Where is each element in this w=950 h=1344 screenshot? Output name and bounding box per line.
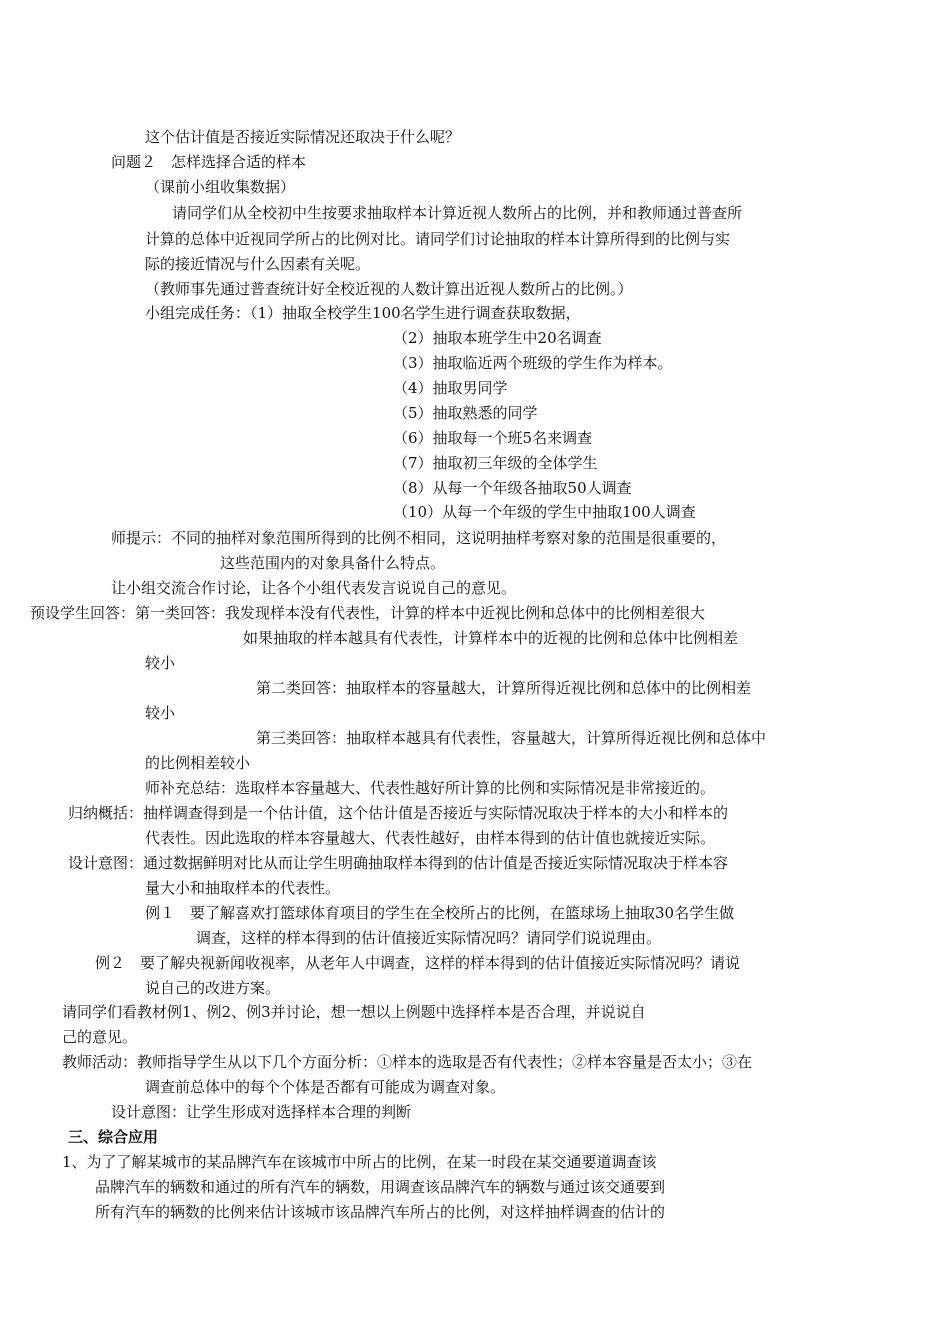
- text-line: 师补充总结：选取样本容量越大、代表性越好所计算的比例和实际情况是非常接近的。: [145, 779, 716, 797]
- exercise-line: 品牌汽车的辆数和通过的所有汽车的辆数，用调查该品牌汽车的辆数与通过该交通要到: [95, 1178, 666, 1196]
- task-item: （7）抽取初三年级的全体学生: [393, 454, 598, 472]
- question-heading: 问题２ 怎样选择合适的样本: [111, 153, 307, 171]
- text-line: 己的意见。: [62, 1028, 138, 1046]
- text-line: 调查前总体中的每个个体是否都有可能成为调查对象。: [145, 1078, 506, 1096]
- task-item: （8）从每一个年级各抽取50人调查: [393, 479, 632, 497]
- text-line: 际的接近情况与什么因素有关呢。: [145, 255, 371, 273]
- text-line: 这些范围内的对象具备什么特点。: [220, 554, 446, 572]
- text-line: （课前小组收集数据）: [145, 178, 296, 196]
- text-line: 第三类回答：抽取样本越具有代表性，容量越大，计算所得近视比例和总体中: [256, 729, 767, 747]
- exercise-line: 所有汽车的辆数的比例来估计该城市该品牌汽车所占的比例，对这样抽样调查的估计的: [95, 1203, 666, 1221]
- text-line: 设计意图：通过数据鲜明对比从而让学生明确抽取样本得到的估计值是否接近实际情况取决于样本容: [68, 854, 729, 872]
- text-line: 的比例相差较小: [145, 754, 251, 772]
- text-line: 师提示：不同的抽样对象范围所得到的比例不相同，这说明抽样考察对象的范围是很重要的，: [111, 529, 727, 547]
- text-line: 代表性。因此选取的样本容量越大、代表性越好，由样本得到的估计值也就接近实际。: [145, 829, 716, 847]
- text-line: 设计意图：让学生形成对选择样本合理的判断: [111, 1103, 412, 1121]
- text-line: 调查，这样的样本得到的估计值接近实际情况吗？请同学们说说理由。: [196, 929, 662, 947]
- text-line: 如果抽取的样本越具有代表性，计算样本中的近视的比例和总体中比例相差: [243, 629, 739, 647]
- text-line: 请同学们从全校初中生按要求抽取样本计算近视人数所占的比例，并和教师通过普查所: [172, 204, 743, 222]
- task-item: （6）抽取每一个班5名来调查: [393, 429, 593, 447]
- exercise-line: 1、为了了解某城市的某品牌汽车在该城市中所占的比例，在某一时段在某交通要道调查该: [62, 1153, 657, 1171]
- text-line: 较小: [145, 654, 176, 672]
- task-item: （5）抽取熟悉的同学: [393, 404, 538, 422]
- text-line: 较小: [145, 704, 176, 722]
- text-line: 量大小和抽取样本的代表性。: [145, 879, 341, 897]
- section-heading: 三、综合应用: [68, 1128, 159, 1146]
- example-1: 例１ 要了解喜欢打篮球体育项目的学生在全校所占的比例，在篮球场上抽取30名学生做: [145, 904, 735, 922]
- text-line: 说自己的改进方案。: [145, 979, 281, 997]
- text-line: 让小组交流合作讨论，让各个小组代表发言说说自己的意见。: [111, 579, 517, 597]
- text-line: 教师活动：教师指导学生从以下几个方面分析：①样本的选取是否有代表性；②样本容量是否太小；③在: [62, 1053, 753, 1071]
- task-item: （10）从每一个年级的学生中抽取100人调查: [393, 503, 696, 521]
- text-line: 预设学生回答：第一类回答：我发现样本没有代表性，计算的样本中近视比例和总体中的比例相差很大: [30, 604, 706, 622]
- text-line: 这个估计值是否接近实际情况还取决于什么呢？: [145, 128, 461, 146]
- text-line: 请同学们看教材例1、例2、例3并讨论，想一想以上例题中选择样本是否合理，并说说自: [62, 1003, 646, 1021]
- task-item: （2）抽取本班学生中20名调查: [393, 329, 602, 347]
- text-line: 归纳概括：抽样调查得到是一个估计值，这个估计值是否接近与实际情况取决于样本的大小和样本的: [68, 804, 729, 822]
- text-line: （教师事先通过普查统计好全校近视的人数计算出近视人数所占的比例。）: [145, 280, 633, 298]
- task-item: （3）抽取临近两个班级的学生作为样本。: [393, 354, 673, 372]
- text-line: 第二类回答：抽取样本的容量越大，计算所得近视比例和总体中的比例相差: [256, 679, 752, 697]
- example-2: 例２ 要了解央视新闻收视率，从老年人中调查，这样的样本得到的估计值接近实际情况吗？请说: [95, 954, 741, 972]
- task-line: 小组完成任务：（1）抽取全校学生100名学生进行调查获取数据，: [145, 304, 581, 322]
- task-item: （4）抽取男同学: [393, 379, 508, 397]
- text-line: 计算的总体中近视同学所占的比例对比。请同学们讨论抽取的样本计算所得到的比例与实: [145, 230, 731, 248]
